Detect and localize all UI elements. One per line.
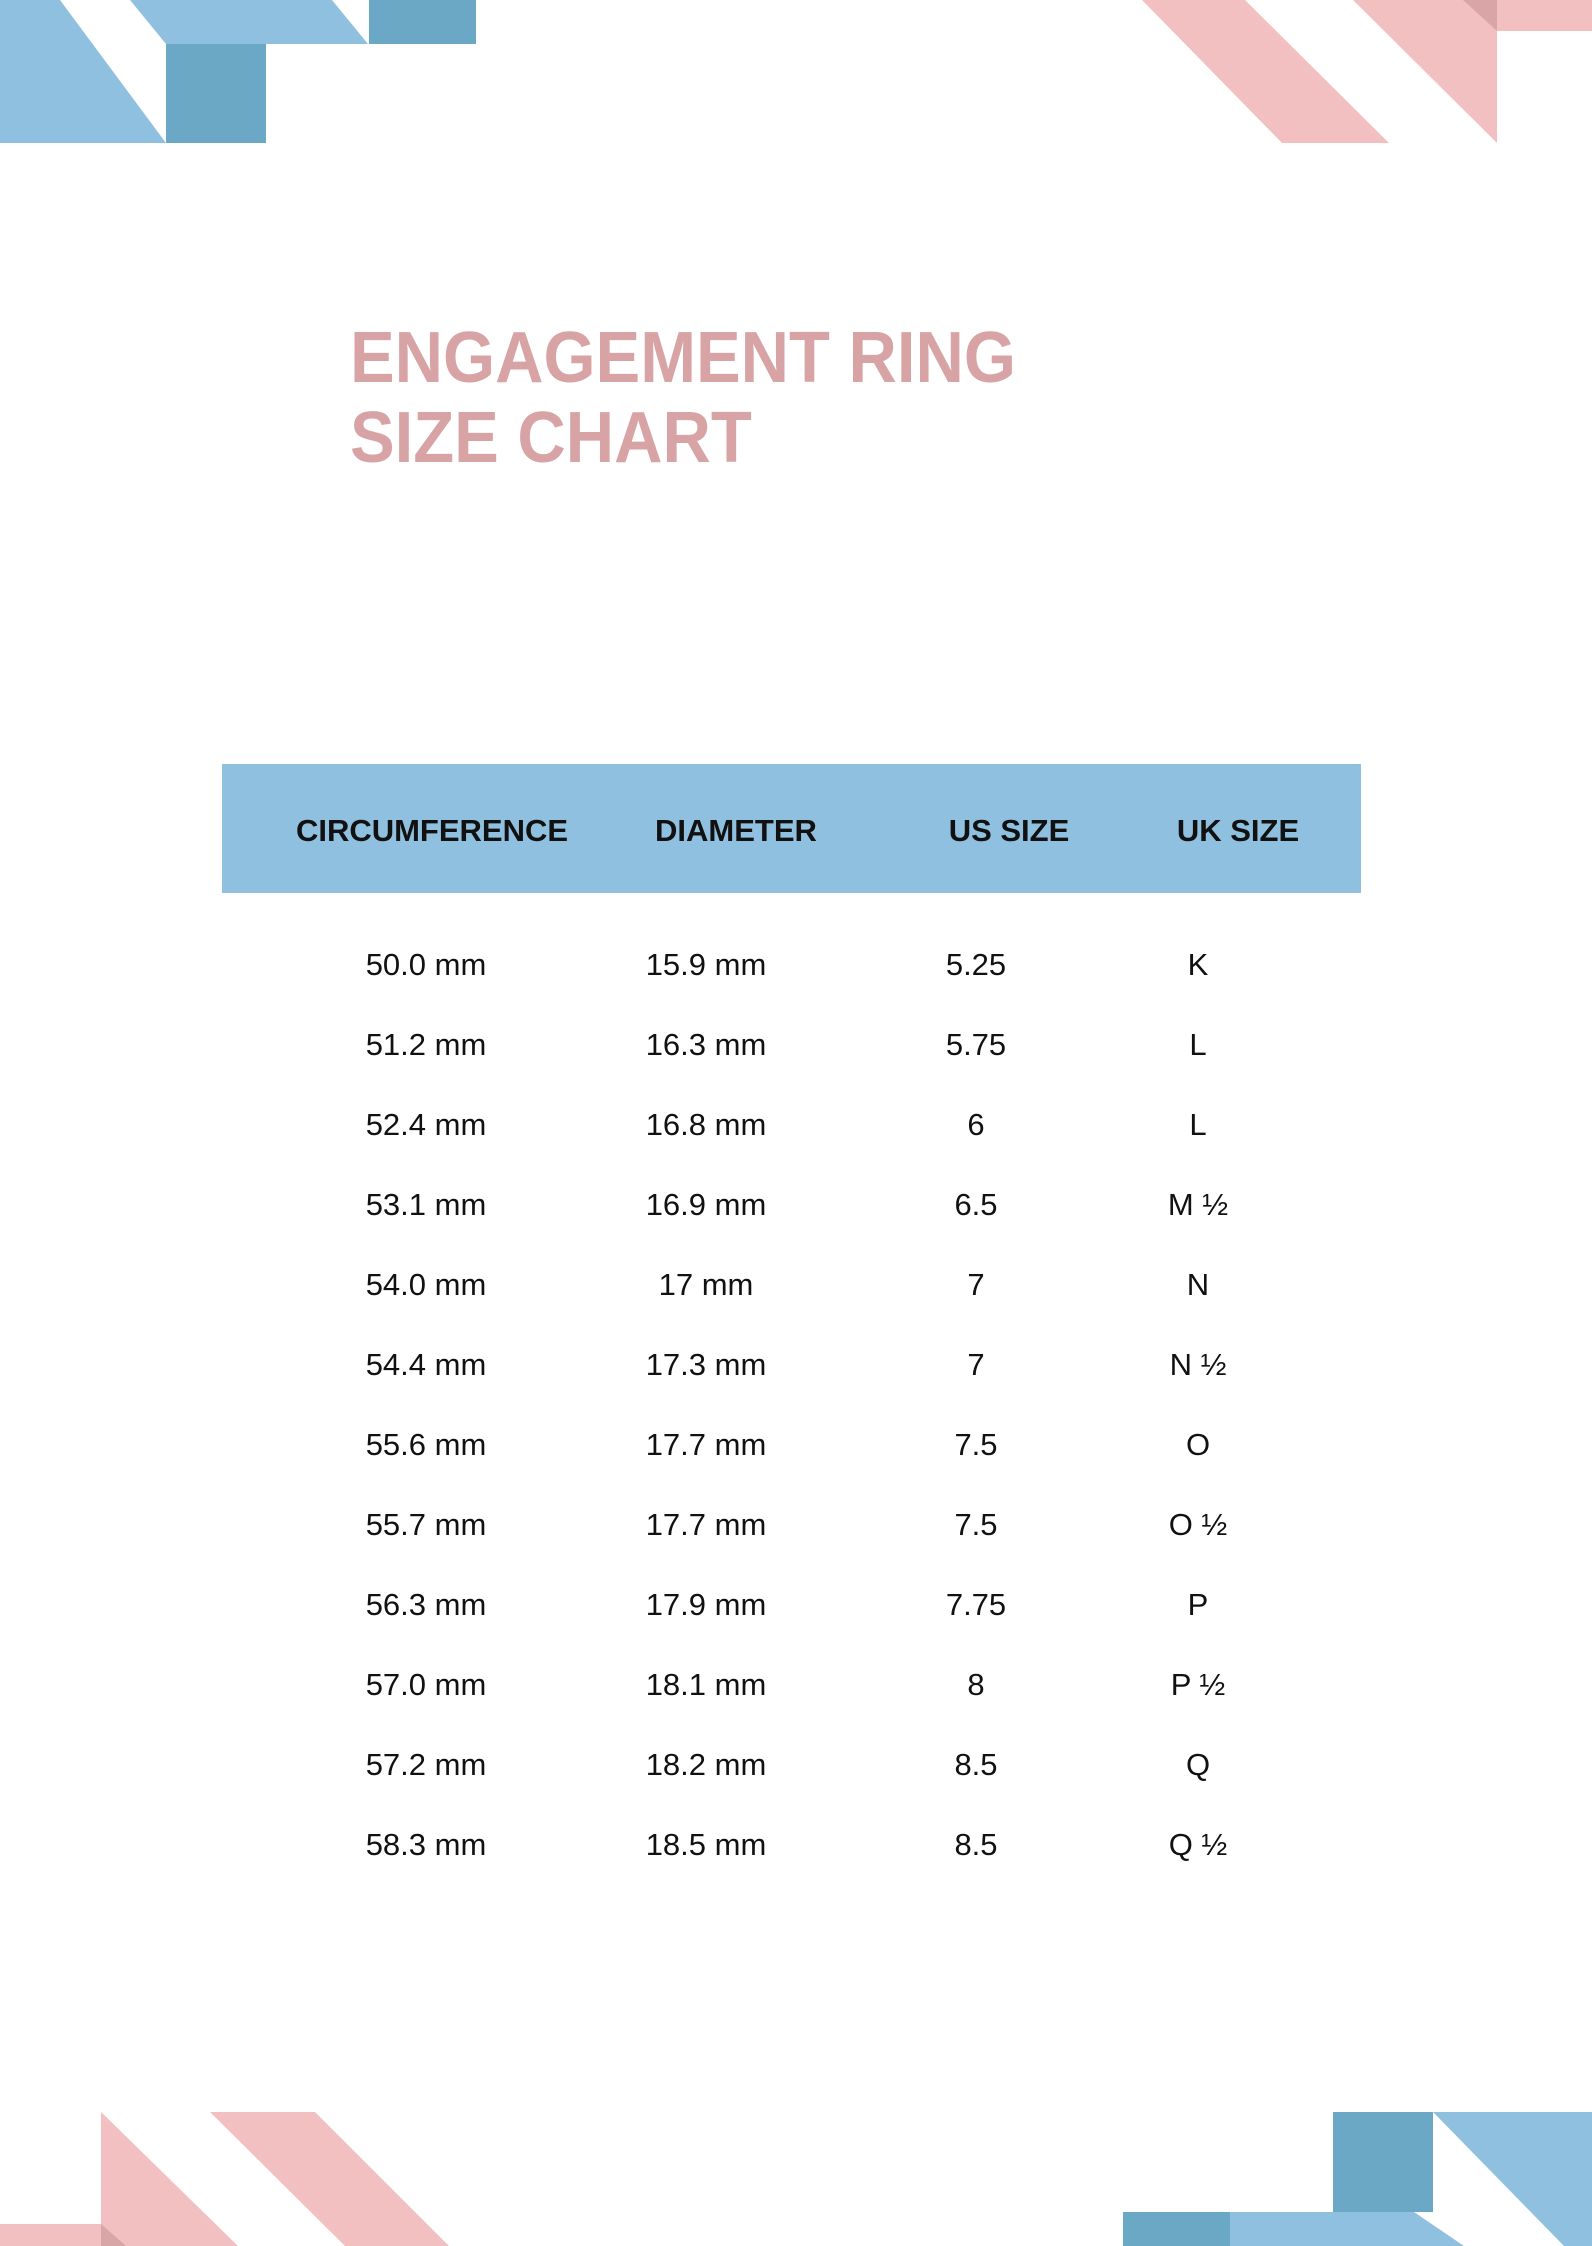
cell-us-size: 7 xyxy=(967,1347,985,1382)
deco-bottom-right-square xyxy=(1333,2112,1433,2212)
cell-diameter: 18.2 mm xyxy=(645,1747,767,1782)
cell-diameter: 17.9 mm xyxy=(645,1587,767,1622)
cell-uk-size: O xyxy=(1185,1427,1211,1462)
cell-circumference: 51.2 mm xyxy=(365,1027,487,1062)
cell-us-size: 7 xyxy=(967,1267,985,1302)
cell-us-size: 7.5 xyxy=(954,1427,998,1462)
cell-us-size: 7.5 xyxy=(954,1507,998,1542)
cell-diameter: 17.7 mm xyxy=(645,1507,767,1542)
table-header xyxy=(222,764,1361,893)
cell-uk-size: Q xyxy=(1185,1747,1211,1782)
deco-bottom-left-triangle xyxy=(101,2112,238,2246)
cell-circumference: 53.1 mm xyxy=(365,1187,487,1222)
cell-uk-size: L xyxy=(1189,1027,1207,1062)
cell-diameter: 17.3 mm xyxy=(645,1347,767,1382)
deco-bottom-right-stripe xyxy=(1433,2112,1592,2246)
deco-top-right-bar xyxy=(1463,0,1592,31)
cell-uk-size: Q ½ xyxy=(1168,1827,1228,1862)
cell-uk-size: N ½ xyxy=(1169,1347,1227,1382)
deco-top-left-bar xyxy=(130,0,368,44)
cell-circumference: 57.2 mm xyxy=(365,1747,487,1782)
cell-circumference: 50.0 mm xyxy=(365,947,487,982)
cell-us-size: 5.25 xyxy=(945,947,1007,982)
cell-diameter: 16.8 mm xyxy=(645,1107,767,1142)
page-title xyxy=(350,318,1016,478)
cell-uk-size: O ½ xyxy=(1168,1507,1228,1542)
deco-bottom-right-block xyxy=(1123,2212,1230,2246)
deco-top-right-stripe-1 xyxy=(1142,0,1389,143)
cell-uk-size: L xyxy=(1189,1107,1207,1142)
cell-uk-size: M ½ xyxy=(1167,1187,1229,1222)
header-circumference: CIRCUMFERENCE xyxy=(295,812,569,848)
cell-circumference: 54.4 mm xyxy=(365,1347,487,1382)
table-row xyxy=(222,1265,1361,1345)
cell-diameter: 17 mm xyxy=(658,1267,754,1302)
deco-bottom-left-bar xyxy=(0,2224,126,2246)
table-row xyxy=(222,1185,1361,1265)
cell-diameter: 17.7 mm xyxy=(645,1427,767,1462)
cell-us-size: 5.75 xyxy=(945,1027,1007,1062)
cell-circumference: 55.6 mm xyxy=(365,1427,487,1462)
cell-uk-size: N xyxy=(1186,1267,1210,1302)
header-uk-size: UK SIZE xyxy=(1176,812,1300,848)
cell-circumference: 52.4 mm xyxy=(365,1107,487,1142)
deco-bottom-left-stripe xyxy=(210,2112,449,2246)
cell-circumference: 54.0 mm xyxy=(365,1267,487,1302)
table-body xyxy=(222,945,1361,1905)
deco-top-right-overlap xyxy=(1463,0,1497,31)
table-row xyxy=(222,1825,1361,1905)
table-row xyxy=(222,1665,1361,1745)
table-row xyxy=(222,1105,1361,1185)
cell-diameter: 16.3 mm xyxy=(645,1027,767,1062)
header-us-size: US SIZE xyxy=(948,812,1070,848)
cell-us-size: 8 xyxy=(967,1667,985,1702)
cell-circumference: 57.0 mm xyxy=(365,1667,487,1702)
cell-us-size: 6.5 xyxy=(954,1187,998,1222)
table-row xyxy=(222,1505,1361,1585)
cell-us-size: 6 xyxy=(967,1107,985,1142)
deco-top-left-square xyxy=(166,44,266,143)
cell-uk-size: P xyxy=(1187,1587,1209,1622)
deco-top-left-triangle xyxy=(0,0,166,143)
cell-circumference: 58.3 mm xyxy=(365,1827,487,1862)
cell-us-size: 8.5 xyxy=(954,1747,998,1782)
cell-uk-size: P ½ xyxy=(1170,1667,1226,1702)
cell-us-size: 7.75 xyxy=(945,1587,1007,1622)
table-row xyxy=(222,1345,1361,1425)
title-line-1: ENGAGEMENT RING xyxy=(350,318,1016,398)
deco-top-left-block xyxy=(369,0,476,44)
ring-size-table xyxy=(222,764,1361,1862)
cell-circumference: 55.7 mm xyxy=(365,1507,487,1542)
cell-uk-size: K xyxy=(1187,947,1209,982)
cell-diameter: 18.1 mm xyxy=(645,1667,767,1702)
deco-top-right-stripe-2 xyxy=(1353,0,1497,143)
cell-us-size: 8.5 xyxy=(954,1827,998,1862)
table-row xyxy=(222,1025,1361,1105)
table-row xyxy=(222,1585,1361,1665)
cell-circumference: 56.3 mm xyxy=(365,1587,487,1622)
table-row xyxy=(222,1745,1361,1825)
cell-diameter: 15.9 mm xyxy=(645,947,767,982)
header-diameter: DIAMETER xyxy=(655,812,817,848)
table-row xyxy=(222,1425,1361,1505)
cell-diameter: 18.5 mm xyxy=(645,1827,767,1862)
deco-bottom-right-triangle xyxy=(1433,2112,1592,2246)
table-row xyxy=(222,945,1361,1025)
cell-diameter: 16.9 mm xyxy=(645,1187,767,1222)
deco-bottom-right-bar xyxy=(1230,2212,1464,2246)
deco-bottom-left-overlap xyxy=(101,2224,126,2246)
title-line-2: SIZE CHART xyxy=(350,398,752,478)
